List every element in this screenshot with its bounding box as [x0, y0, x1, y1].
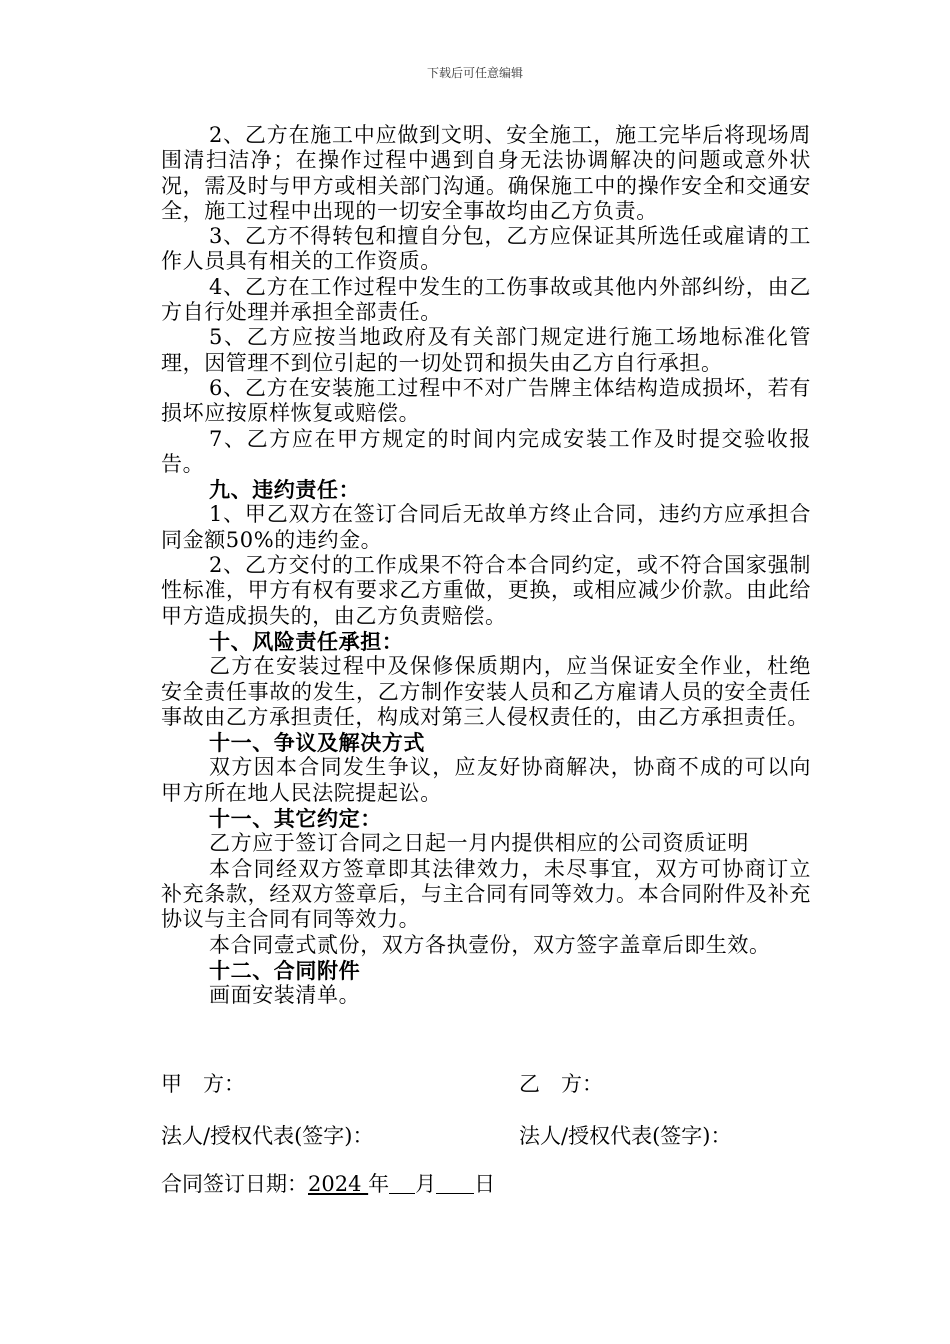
dispute-clause: 双方因本合同发生争议，应友好协商解决，协商不成的可以向甲方所在地人民法院提起讼。: [161, 755, 811, 805]
party-a-label: 甲 方：: [161, 1072, 245, 1096]
clause-6: 6、乙方在安装施工过程中不对广告牌主体结构造成损坏，若有损坏应按原样恢复或赔偿。: [161, 375, 811, 426]
month-unit: 月: [415, 1172, 437, 1196]
signing-year: 2024: [308, 1172, 369, 1196]
section-heading-attachment: 十二、合同附件: [209, 957, 361, 983]
other-clause-1: 乙方应于签订合同之日起一月内提供相应的公司资质证明: [209, 831, 749, 856]
clause-7: 7、乙方应在甲方规定的时间内完成安装工作及时提交验收报告。: [161, 426, 811, 476]
section-heading-breach: 九、违约责任：: [209, 477, 361, 503]
month-blank: [389, 1171, 415, 1194]
signing-date-label: 合同签订日期：: [161, 1172, 308, 1196]
section-heading-dispute: 十一、争议及解决方式: [209, 730, 425, 756]
clause-2: 2、乙方在施工中应做到文明、安全施工，施工完毕后将现场周围清扫洁净；在操作过程中遇到自身无法协调解决的问题或意外状况，需及时与甲方或相关部门沟通。确保施工中的操作安全和交通安全，施工过程中出现的一切安全事故均由乙方负责。: [161, 123, 811, 223]
day-blank: [436, 1171, 474, 1194]
year-unit: 年: [368, 1172, 390, 1196]
contract-body: [161, 123, 811, 1008]
section-heading-risk: 十、风险责任承担：: [209, 628, 404, 654]
header-note: 下载后可任意编辑: [426, 66, 523, 80]
other-clause-2: 本合同经双方签章即其法律效力，未尽事宜，双方可协商订立补充条款，经双方签章后，与主合同有同等效力。本合同附件及补充协议与主合同有同等效力。: [161, 856, 811, 932]
party-a-representative-label: 法人/授权代表(签字)：: [161, 1124, 374, 1148]
signing-date-row: [161, 1168, 495, 1198]
breach-clause-1: 1、甲乙双方在签订合同后无故单方终止合同，违约方应承担合同金额50%的违约金。: [161, 502, 811, 552]
breach-clause-2: 2、乙方交付的工作成果不符合本合同约定，或不符合国家强制性标准，甲方有权有要求乙方重做，更换，或相应减少价款。由此给甲方造成损失的，由乙方负责赔偿。: [161, 553, 811, 628]
risk-clause: 乙方在安装过程中及保修保质期内，应当保证安全作业，杜绝安全责任事故的发生，乙方制作安装人员和乙方雇请人员的安全责任事故由乙方承担责任，构成对第三人侵权责任的，由乙方承担责任。: [161, 654, 811, 729]
other-clause-3: 本合同壹式贰份，双方各执壹份，双方签字盖章后即生效。: [209, 932, 771, 957]
party-b-label: 乙 方：: [519, 1072, 603, 1096]
clause-4: 4、乙方在工作过程中发生的工伤事故或其他内外部纠纷，由乙方自行处理并承担全部责任。: [161, 274, 811, 325]
day-unit: 日: [474, 1172, 496, 1196]
party-row: [161, 1068, 821, 1098]
clause-3: 3、乙方不得转包和擅自分包，乙方应保证其所选任或雇请的工作人员具有相关的工作资质。: [161, 224, 811, 274]
party-b-representative-label: 法人/授权代表(签字)：: [519, 1124, 732, 1148]
representative-row: [161, 1120, 821, 1150]
attachment-clause: 画面安装清单。: [209, 983, 361, 1008]
clause-5: 5、乙方应按当地政府及有关部门规定进行施工场地标准化管理，因管理不到位引起的一切处罚和损失由乙方自行承担。: [161, 325, 811, 375]
section-heading-other: 十一、其它约定：: [209, 806, 382, 832]
